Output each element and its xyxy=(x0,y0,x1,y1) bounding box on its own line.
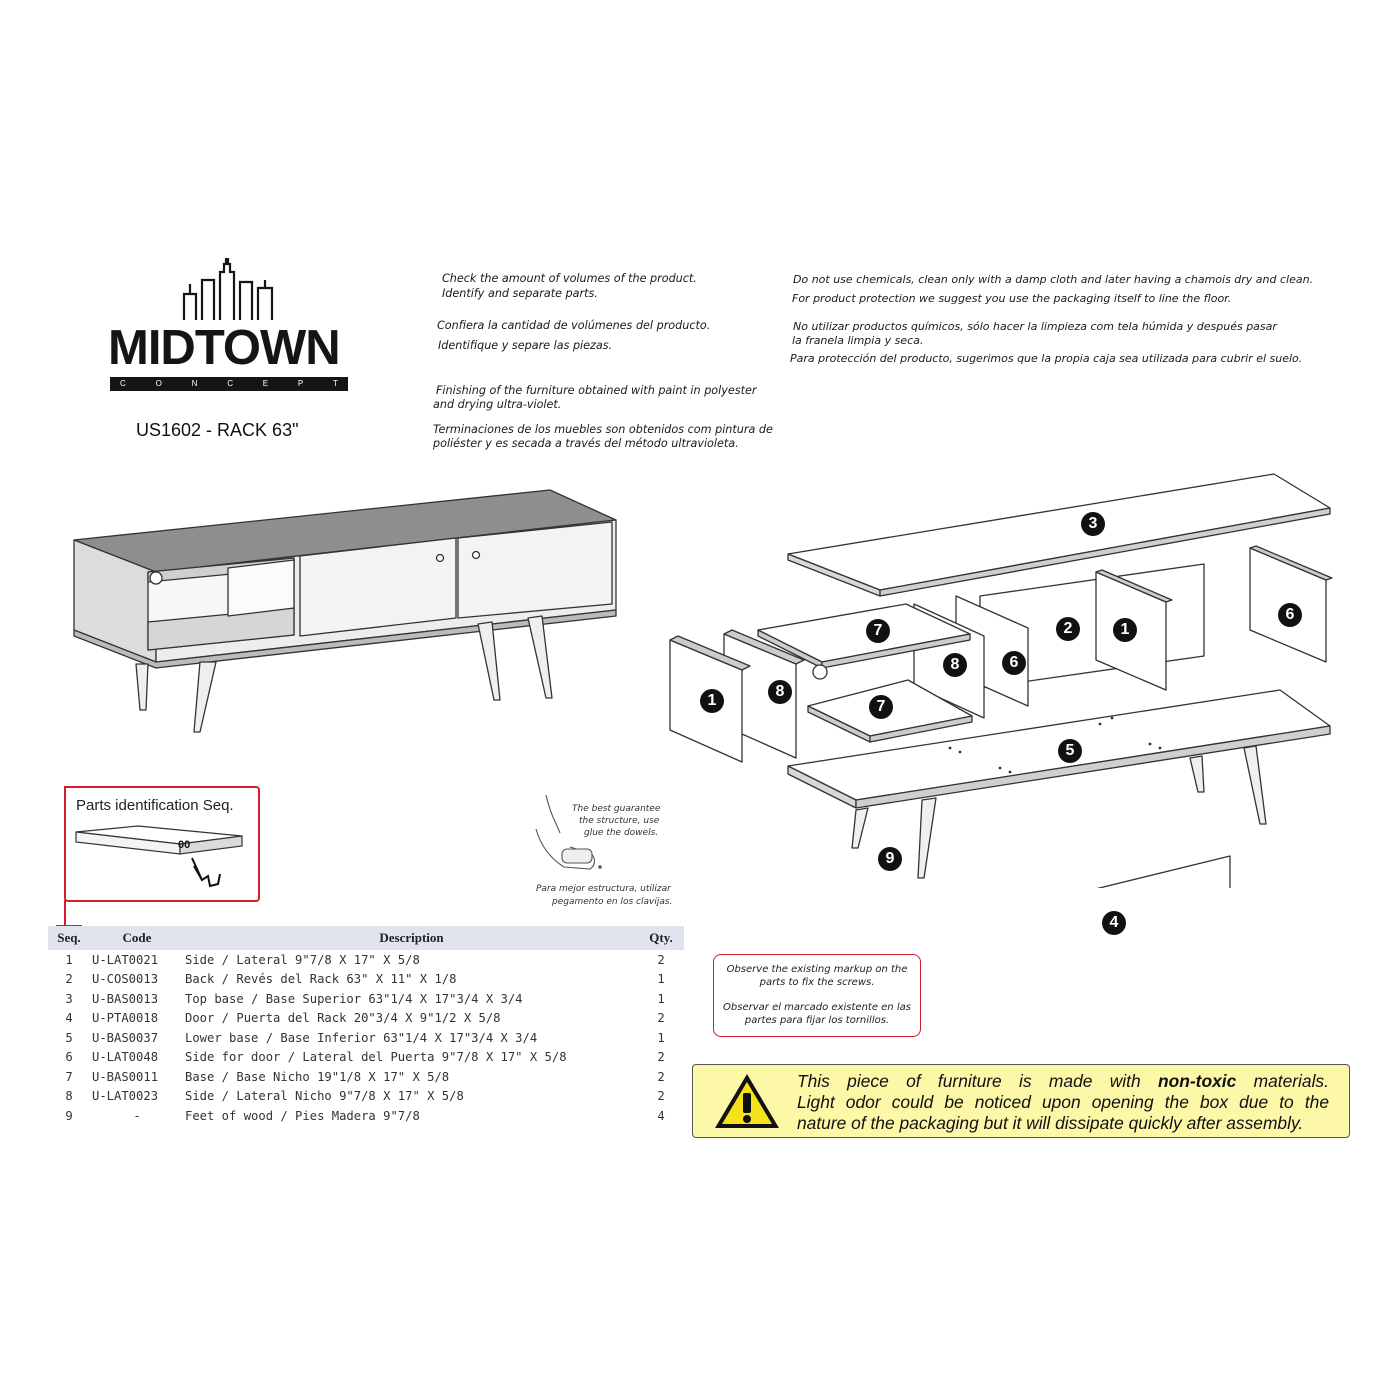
warning-line-1 xyxy=(797,1071,1329,1092)
cell-seq: 7 xyxy=(65,1069,73,1084)
parts-id-connector xyxy=(64,900,66,928)
table-row xyxy=(48,1106,684,1126)
table-row xyxy=(48,1087,684,1107)
cell-description: Base / Base Nicho 19"1/8 X 17" X 5/8 xyxy=(185,1069,450,1084)
brand-tagline-letter: C xyxy=(227,379,233,388)
screws-note-box xyxy=(713,954,921,1037)
cell-seq: 1 xyxy=(65,952,73,967)
note-finish-es-2: poliéster y es secada a través del método ultravioleta. xyxy=(433,437,739,450)
note-clean-es-3: Para protección del producto, sugerimos que la propia caja sea utilizada para cubrir el suelo. xyxy=(790,352,1303,365)
brand-tagline-letter: C xyxy=(120,379,126,388)
note-check-en-2: Identify and separate parts. xyxy=(442,287,598,300)
header-seq: Seq. xyxy=(48,926,90,950)
cell-seq: 2 xyxy=(65,972,73,987)
cell-seq: 3 xyxy=(65,991,73,1006)
cell-seq: 9 xyxy=(65,1108,73,1123)
cell-code: U-BAS0011 xyxy=(92,1069,159,1084)
glue-note-en-1: The best guarantee xyxy=(572,804,661,814)
glue-note-en-3: glue the dowels. xyxy=(584,828,659,838)
parts-table xyxy=(48,926,684,1126)
cell-code: U-LAT0023 xyxy=(92,1089,159,1104)
part-label-8: 8 xyxy=(768,680,792,704)
part-label-6: 6 xyxy=(1002,651,1026,675)
table-row xyxy=(48,950,684,970)
cell-description: Side / Lateral 9"7/8 X 17" X 5/8 xyxy=(185,952,420,967)
cell-qty: 1 xyxy=(657,972,665,987)
cell-description: Top base / Base Superior 63"1/4 X 17"3/4 X 3/4 xyxy=(185,991,523,1006)
cell-qty: 1 xyxy=(657,991,665,1006)
part-label-7: 7 xyxy=(869,695,893,719)
cell-seq: 6 xyxy=(65,1050,73,1065)
brand-tagline-letter: O xyxy=(155,379,162,388)
cell-qty: 2 xyxy=(657,1050,665,1065)
warning-line-1-post: materials. xyxy=(1253,1071,1329,1091)
part-label-1: 1 xyxy=(1113,618,1137,642)
cell-qty: 1 xyxy=(657,1030,665,1045)
part-label-8: 8 xyxy=(943,653,967,677)
glue-note-es-2: pegamento en los clavijas. xyxy=(552,897,673,907)
part-label-9: 9 xyxy=(878,847,902,871)
warning-text xyxy=(797,1071,1329,1134)
note-clean-es-2: la franela limpia y seca. xyxy=(792,334,924,347)
glue-note-es-1: Para mejor estructura, utilizar xyxy=(536,884,671,894)
cell-code: U-LAT0021 xyxy=(92,952,159,967)
cell-code: U-COS0013 xyxy=(92,972,159,987)
screws-note-en-1: Observe the existing markup on the xyxy=(726,964,908,975)
cell-seq: 8 xyxy=(65,1089,73,1104)
brand-tagline-letter: P xyxy=(297,379,304,388)
cell-description: Feet of wood / Pies Madera 9"7/8 xyxy=(185,1108,420,1123)
cell-qty: 4 xyxy=(657,1108,665,1123)
part-label-6: 6 xyxy=(1278,603,1302,627)
table-row xyxy=(48,1009,684,1029)
part-label-4: 4 xyxy=(1102,911,1126,935)
brand-tagline xyxy=(110,377,348,391)
glue-note-en-2: the structure, use xyxy=(579,816,660,826)
screws-note-en-2: parts to fix the screws. xyxy=(759,977,875,988)
warning-line-2: Light odor could be noticed upon opening the box due to the xyxy=(797,1092,1329,1112)
cell-description: Side for door / Lateral del Puerta 9"7/8 X 17" X 5/8 xyxy=(185,1050,567,1065)
parts-identification-board-icon xyxy=(74,824,244,896)
note-check-es-1: Confiera la cantidad de volúmenes del producto. xyxy=(437,319,711,332)
warning-line-3: nature of the packaging but it will dissipate quickly after assembly. xyxy=(797,1113,1304,1133)
cell-description: Lower base / Base Inferior 63"1/4 X 17"3/4 X 3/4 xyxy=(185,1030,538,1045)
cell-qty: 2 xyxy=(657,952,665,967)
cell-code: U-LAT0048 xyxy=(92,1050,159,1065)
cell-code: - xyxy=(133,1108,141,1123)
skyline-logo-icon xyxy=(180,258,280,320)
warning-line-1-pre: This piece of furniture is made with xyxy=(797,1071,1141,1091)
header-code: Code xyxy=(90,926,182,950)
cell-description: Side / Lateral Nicho 9"7/8 X 17" X 5/8 xyxy=(185,1089,464,1104)
cell-description: Back / Revés del Rack 63" X 11" X 1/8 xyxy=(185,972,457,987)
note-clean-en-2: For product protection we suggest you use the packaging itself to line the floor. xyxy=(792,292,1232,305)
table-row xyxy=(48,1048,684,1068)
cell-seq: 4 xyxy=(65,1011,73,1026)
note-clean-es-1: No utilizar productos químicos, sólo hacer la limpieza com tela húmida y después pasar xyxy=(793,320,1277,333)
screws-note-es-2: partes para fijar los tornillos. xyxy=(744,1015,890,1026)
cell-qty: 2 xyxy=(657,1011,665,1026)
exploded-view-illustration xyxy=(660,468,1340,888)
table-row xyxy=(48,1067,684,1087)
table-row xyxy=(48,1028,684,1048)
brand-name: MIDTOWN xyxy=(108,321,340,375)
cell-code: U-BAS0013 xyxy=(92,991,159,1006)
cell-seq: 5 xyxy=(65,1030,73,1045)
brand-tagline-letter: T xyxy=(333,379,338,388)
header-qty: Qty. xyxy=(638,926,684,950)
part-label-2: 2 xyxy=(1056,617,1080,641)
cell-qty: 2 xyxy=(657,1089,665,1104)
part-label-1: 1 xyxy=(700,689,724,713)
table-row xyxy=(48,970,684,990)
part-label-3: 3 xyxy=(1081,512,1105,536)
table-row xyxy=(48,989,684,1009)
header-description: Description xyxy=(182,926,638,950)
cell-qty: 2 xyxy=(657,1069,665,1084)
brand-tagline-letter: E xyxy=(262,379,269,388)
cell-code: U-BAS0037 xyxy=(92,1030,159,1045)
part-label-5: 5 xyxy=(1058,739,1082,763)
parts-id-sample: 00 xyxy=(178,839,191,851)
warning-line-1-bold: non-toxic xyxy=(1158,1071,1237,1091)
note-check-es-2: Identifique y separe las piezas. xyxy=(438,339,613,352)
cell-description: Door / Puerta del Rack 20"3/4 X 9"1/2 X 5/8 xyxy=(185,1011,501,1026)
note-finish-en-1: Finishing of the furniture obtained with paint in polyester xyxy=(436,384,757,397)
part-label-7: 7 xyxy=(866,619,890,643)
product-title: US1602 - RACK 63" xyxy=(136,420,299,440)
brand-tagline-letter: N xyxy=(191,379,198,388)
table-header-row xyxy=(48,926,684,950)
cell-code: U-PTA0018 xyxy=(92,1011,159,1026)
screws-note-es-1: Observar el marcado existente en las xyxy=(723,1002,911,1013)
rack-assembled-illustration xyxy=(60,480,630,740)
note-finish-es-1: Terminaciones de los muebles son obtenidos com pintura de xyxy=(433,423,773,436)
note-check-en-1: Check the amount of volumes of the product. xyxy=(442,272,697,285)
warning-triangle-icon xyxy=(712,1071,782,1131)
note-clean-en-1: Do not use chemicals, clean only with a damp cloth and later having a chamois dry and clean. xyxy=(793,273,1314,286)
parts-identification-title: Parts identification Seq. xyxy=(76,797,234,814)
note-finish-en-2: and drying ultra-violet. xyxy=(433,398,562,411)
